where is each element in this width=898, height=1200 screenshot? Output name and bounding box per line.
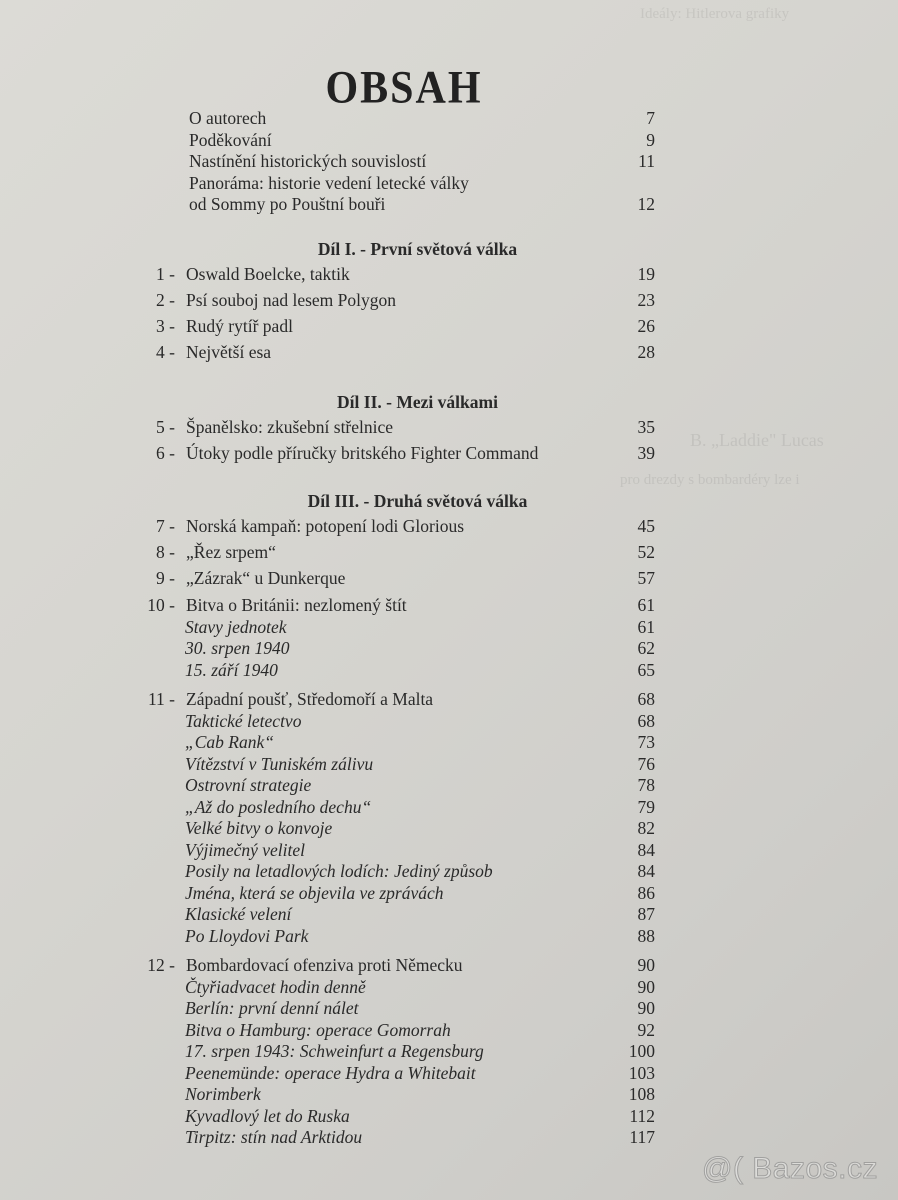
front-matter-list: [150, 108, 655, 216]
entry-label: od Sommy po Pouštní bouři: [189, 194, 386, 214]
section-entry[interactable]: [150, 1041, 655, 1063]
section-title: 30. srpen 1940: [185, 638, 290, 658]
page-number: 76: [637, 753, 655, 774]
section-entry[interactable]: [150, 775, 655, 797]
page-number: 7: [646, 108, 655, 128]
part-2: [150, 390, 655, 466]
section-entry[interactable]: [150, 1063, 655, 1085]
section-entry[interactable]: [150, 1127, 655, 1149]
section-entry[interactable]: [150, 732, 655, 754]
chapter-number: 2 -: [156, 290, 175, 310]
chapter-entry[interactable]: [150, 339, 655, 365]
chapter-title: Norská kampaň: potopení lodi Glorious: [186, 516, 465, 536]
chapter-number: 9 -: [156, 568, 175, 588]
page-number: 73: [637, 732, 655, 752]
section-entry[interactable]: [150, 754, 655, 776]
page-number: 84: [637, 861, 655, 881]
section-title: Bitva o Hamburg: operace Gomorrah: [185, 1019, 451, 1040]
section-entry[interactable]: [150, 818, 655, 840]
section-entry[interactable]: [150, 840, 655, 862]
chapter-entry[interactable]: [150, 287, 655, 313]
page-number: 61: [637, 595, 655, 615]
section-entry[interactable]: [150, 617, 655, 639]
part-heading: Díl II. - Mezi válkami: [337, 392, 498, 412]
page-number: 86: [637, 882, 655, 903]
chapter-number: 4 -: [156, 342, 175, 362]
section-title: Vítězství v Tuniském zálivu: [185, 753, 374, 774]
page-number: 62: [637, 638, 655, 658]
page-number: 65: [637, 659, 655, 680]
chapter-number: 12 -: [147, 955, 175, 975]
toc-entry[interactable]: [150, 130, 655, 152]
page-number: 11: [638, 151, 655, 171]
chapter-entry[interactable]: [147, 955, 655, 977]
section-entry[interactable]: [150, 926, 655, 948]
bleed-through-text: B. „Laddie" Lucas: [690, 430, 824, 450]
chapter-entry[interactable]: [150, 513, 655, 539]
section-title: Berlín: první denní nálet: [185, 998, 359, 1018]
section-title: Ostrovní strategie: [185, 775, 312, 795]
entry-label: O autorech: [189, 108, 267, 128]
chapter-entry[interactable]: [150, 313, 655, 339]
page-title: OBSAH: [325, 62, 483, 114]
page-number: 39: [637, 443, 655, 463]
page-number: 9: [646, 129, 655, 150]
page-number: 78: [637, 775, 655, 795]
chapter-title: Útoky podle příručky britského Fighter Command: [186, 443, 539, 463]
chapter-title: Španělsko: zkušební střelnice: [186, 417, 394, 437]
section-title: Čtyřiadvacet hodin denně: [185, 976, 366, 997]
entry-label: Panoráma: historie vedení letecké války: [189, 172, 469, 193]
chapter-title: Největší esa: [186, 342, 272, 362]
page-number: 108: [628, 1084, 655, 1104]
chapter-number: 10 -: [147, 595, 175, 615]
page-number: 35: [637, 417, 655, 437]
chapter-number: 6 -: [156, 443, 175, 463]
section-title: Klasické velení: [185, 904, 292, 924]
section-entry[interactable]: [150, 977, 655, 999]
chapter-number: 8 -: [156, 542, 175, 562]
chapter-entry[interactable]: [150, 414, 655, 440]
section-entry[interactable]: [150, 660, 655, 682]
page-number: 100: [628, 1041, 655, 1061]
chapter-entry[interactable]: [150, 261, 655, 287]
chapter-title: Bitva o Británii: nezlomený štít: [186, 595, 407, 615]
chapter-title: Oswald Boelcke, taktik: [186, 264, 350, 284]
section-entry[interactable]: [150, 638, 655, 660]
page-number: 87: [637, 904, 655, 924]
chapter-title: Bombardovací ofenziva proti Německu: [186, 955, 463, 975]
chapter-number: 1 -: [156, 264, 175, 284]
section-title: „Až do posledního dechu“: [185, 796, 372, 817]
toc-entry[interactable]: [150, 108, 655, 130]
section-title: Tirpitz: stín nad Arktidou: [185, 1127, 363, 1147]
part-3: [147, 489, 655, 1149]
page-number: 19: [637, 264, 655, 284]
chapter-entry[interactable]: [150, 440, 655, 466]
page-number: 90: [637, 955, 655, 975]
entry-label: Nastínění historických souvislostí: [189, 151, 427, 171]
page-number: 61: [637, 616, 655, 637]
part-heading: Díl III. - Druhá světová válka: [307, 491, 528, 511]
section-entry[interactable]: [150, 1084, 655, 1106]
toc-entry[interactable]: [150, 151, 655, 173]
page-number: 117: [629, 1127, 655, 1147]
section-title: Stavy jednotek: [185, 616, 287, 637]
bleed-through-text: Ideály: Hitlerova grafiky: [640, 6, 790, 22]
page-number: 57: [637, 568, 655, 588]
page-number: 79: [637, 796, 655, 817]
page-number: 23: [637, 290, 655, 310]
chapter-number: 3 -: [156, 316, 175, 336]
entry-label: Poděkování: [189, 129, 272, 150]
section-entry[interactable]: [150, 883, 655, 905]
page-number: 68: [637, 710, 655, 731]
page-number: 88: [637, 925, 655, 946]
chapter-entry[interactable]: [147, 689, 655, 711]
toc-entry[interactable]: [150, 173, 655, 195]
chapter-number: 11 -: [147, 689, 175, 709]
section-entry[interactable]: [150, 711, 655, 733]
page-number: 45: [637, 516, 655, 536]
page-number: 12: [637, 194, 655, 214]
section-title: Výjimečný velitel: [185, 839, 305, 860]
page-number: 112: [629, 1105, 655, 1126]
chapter-title: „Řez srpem“: [186, 542, 276, 562]
chapter-title: Západní poušť, Středomoří a Malta: [186, 689, 434, 709]
section-title: 17. srpen 1943: Schweinfurt a Regensburg: [185, 1041, 484, 1061]
chapter-title: „Zázrak“ u Dunkerque: [186, 568, 346, 588]
section-entry[interactable]: [150, 1020, 655, 1042]
section-title: Po Lloydovi Park: [185, 925, 309, 946]
section-title: Kyvadlový let do Ruska: [185, 1105, 350, 1126]
part-heading: Díl I. - První světová válka: [317, 239, 518, 259]
chapter-entry[interactable]: [147, 595, 655, 617]
page-number: 52: [637, 542, 655, 562]
page-number: 82: [637, 818, 655, 838]
chapter-title: Rudý rytíř padl: [186, 316, 293, 336]
section-title: Jména, která se objevila ve zprávách: [185, 882, 444, 903]
toc-entry[interactable]: [150, 194, 655, 216]
section-entry[interactable]: [150, 861, 655, 883]
bazos-watermark: @( Bazos.cz: [702, 1152, 878, 1185]
section-title: Peenemünde: operace Hydra a Whitebait: [185, 1062, 476, 1083]
page-number: 28: [637, 342, 655, 362]
section-title: Taktické letectvo: [185, 710, 302, 731]
page-number: 68: [637, 689, 655, 709]
part-1: [150, 237, 655, 365]
chapter-entry[interactable]: [150, 565, 655, 591]
chapter-number: 5 -: [156, 417, 175, 437]
section-entry[interactable]: [150, 904, 655, 926]
section-entry[interactable]: [150, 1106, 655, 1128]
page-number: 90: [637, 998, 655, 1018]
page-number: 90: [637, 976, 655, 997]
section-title: Velké bitvy o konvoje: [185, 818, 333, 838]
chapter-title: Psí souboj nad lesem Polygon: [186, 290, 397, 310]
section-entry[interactable]: [150, 797, 655, 819]
section-title: Posily na letadlových lodích: Jediný způsob: [185, 861, 493, 881]
bleed-through-text: pro drezdy s bombardéry lze i: [620, 472, 800, 488]
chapter-number: 7 -: [156, 516, 175, 536]
section-title: Norimberk: [185, 1084, 261, 1104]
page-number: 92: [637, 1019, 655, 1040]
section-title: „Cab Rank“: [185, 732, 274, 752]
page-number: 103: [628, 1062, 655, 1083]
page-number: 84: [637, 839, 655, 860]
section-entry[interactable]: [150, 998, 655, 1020]
section-title: 15. září 1940: [185, 659, 278, 680]
chapter-entry[interactable]: [150, 539, 655, 565]
page-number: 26: [637, 316, 655, 336]
